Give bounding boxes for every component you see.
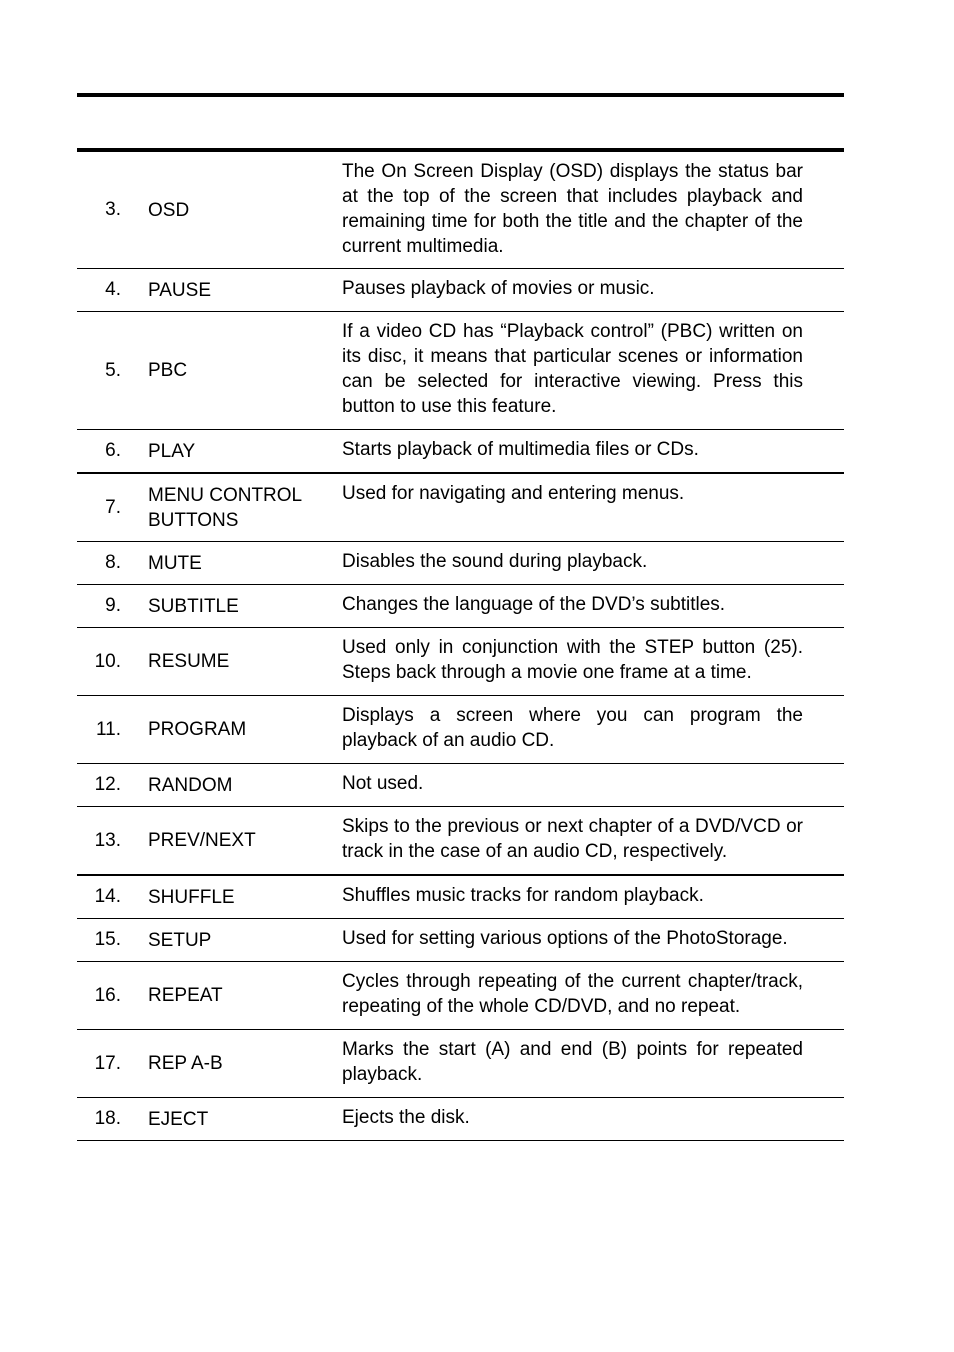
button-description: Used only in conjunction with the STEP button (25). Steps back through a movie one frame at a time. (342, 637, 803, 683)
table-row (77, 919, 844, 962)
button-name: SUBTITLE (148, 595, 239, 617)
button-description: Used for navigating and entering menus. (342, 483, 685, 504)
button-description: If a video CD has “Playback control” (PBC) written on its disc, it means that particular scenes or information can be selected for interactive viewing. Press this button to use this feature. (342, 321, 803, 417)
button-description: The On Screen Display (OSD) displays the status bar at the top of the screen that includes playback and remaining time for both the title and the chapter of the current multimedia. (342, 160, 803, 257)
row-number: 7. (105, 496, 121, 518)
table-row (77, 542, 844, 585)
row-number: 11. (95, 718, 121, 740)
header-rule (77, 93, 844, 97)
button-description: Cycles through repeating of the current chapter/track, repeating of the whole CD/DVD, and no repeat. (342, 971, 803, 1017)
row-number: 16. (94, 984, 121, 1006)
button-name: PREV/NEXT (148, 830, 256, 851)
button-name: SHUFFLE (148, 886, 235, 908)
row-number: 13. (94, 829, 121, 851)
button-description: Pauses playback of movies or music. (342, 278, 655, 299)
button-name: PROGRAM (148, 719, 247, 740)
table-row (77, 962, 844, 1030)
button-name: PAUSE (148, 279, 212, 301)
row-number: 10. (94, 650, 121, 672)
table-row (77, 1030, 844, 1098)
button-name: PBC (148, 360, 188, 381)
table-row (77, 628, 844, 696)
row-number: 3. (105, 199, 121, 220)
row-number: 15. (94, 929, 121, 950)
button-name: EJECT (148, 1108, 209, 1130)
button-description: Skips to the previous or next chapter of a DVD/VCD or track in the case of an audio CD, respectively. (342, 816, 803, 862)
button-description: Used for setting various options of the PhotoStorage. (342, 928, 788, 949)
button-description: Changes the language of the DVD’s subtitles. (342, 594, 726, 615)
button-name: REP A-B (148, 1053, 223, 1074)
button-description: Marks the start (A) and end (B) points for repeated playback. (342, 1039, 803, 1085)
row-number: 12. (94, 774, 121, 795)
button-name: RANDOM (148, 774, 233, 796)
table-row (77, 585, 844, 628)
button-name: OSD (148, 199, 190, 221)
button-name: SETUP (148, 929, 212, 951)
table-row (77, 430, 844, 474)
row-number: 8. (105, 552, 121, 573)
button-name: PLAY (148, 440, 196, 462)
row-number: 4. (105, 279, 121, 300)
button-description: Disables the sound during playback. (342, 551, 648, 572)
button-description: Shuffles music tracks for random playback. (342, 885, 704, 906)
table-row (77, 764, 844, 807)
table-row (77, 474, 844, 542)
button-description: Ejects the disk. (342, 1107, 470, 1128)
button-description: Not used. (342, 773, 424, 794)
table-row (77, 876, 844, 919)
button-name: MUTE (148, 552, 202, 574)
button-name: MENU CONTROL BUTTONS (148, 484, 302, 531)
row-number: 18. (94, 1108, 121, 1129)
table-row (77, 312, 844, 430)
button-name: REPEAT (148, 985, 223, 1006)
row-number: 14. (94, 886, 121, 907)
button-description: Starts playback of multimedia files or CDs. (342, 439, 699, 460)
button-description: Displays a screen where you can program the playback of an audio CD. (342, 705, 803, 751)
table-row (77, 152, 844, 269)
row-number: 6. (105, 440, 121, 461)
table-row (77, 807, 844, 876)
table-row (77, 269, 844, 312)
table-row (77, 696, 844, 764)
row-number: 5. (105, 359, 121, 381)
row-number: 17. (94, 1052, 121, 1074)
row-number: 9. (105, 595, 121, 616)
button-name: RESUME (148, 651, 230, 672)
button-function-table (77, 148, 844, 1141)
table-row (77, 1098, 844, 1141)
